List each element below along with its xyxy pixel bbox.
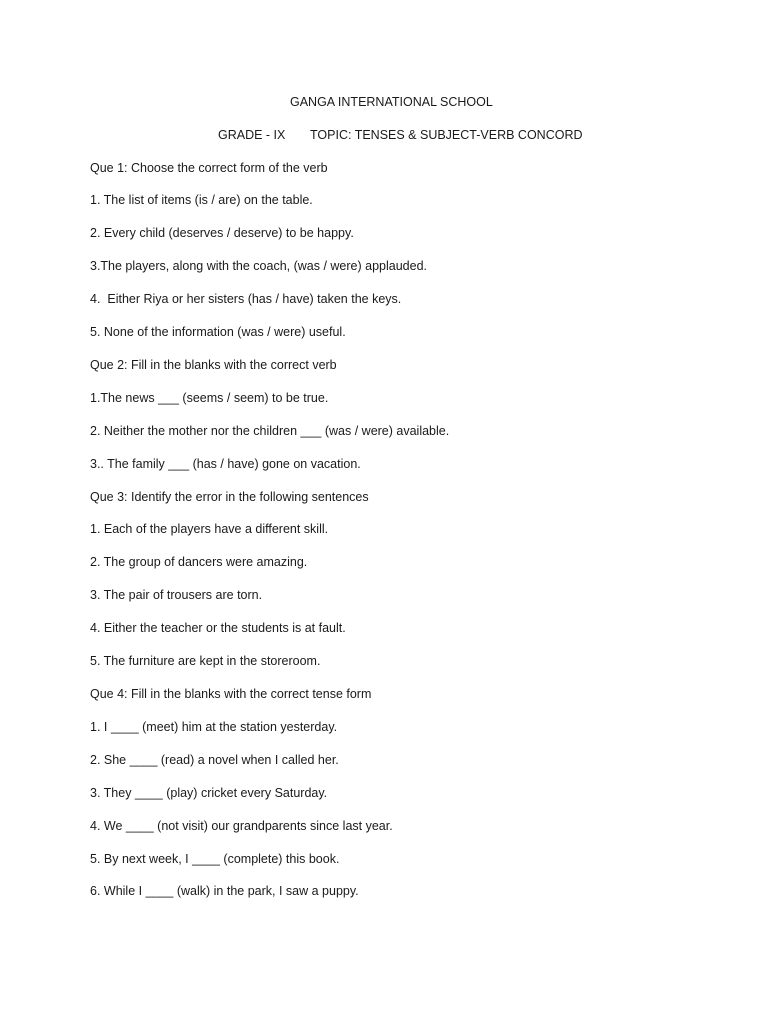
q1-item-2: 2. Every child (deserves / deserve) to be happy.	[90, 226, 354, 240]
q1-item-3: 3.The players, along with the coach, (was / were) applauded.	[90, 259, 427, 273]
q1-item-4: 4. Either Riya or her sisters (has / have) taken the keys.	[90, 292, 402, 306]
q2-item-3: 3.. The family ___ (has / have) gone on vacation.	[90, 457, 361, 471]
q4-item-6: 6. While I ____ (walk) in the park, I saw a puppy.	[90, 884, 359, 898]
q3-item-4: 4. Either the teacher or the students is at fault.	[90, 621, 346, 635]
q4-item-3: 3. They ____ (play) cricket every Saturday.	[90, 786, 328, 800]
q3-item-5: 5. The furniture are kept in the storeroom.	[90, 654, 321, 668]
grade-label: GRADE - IX	[218, 128, 286, 142]
school-name: GANGA INTERNATIONAL SCHOOL	[290, 95, 493, 109]
q3-item-2: 2. The group of dancers were amazing.	[90, 555, 308, 569]
q3-item-3: 3. The pair of trousers are torn.	[90, 588, 263, 602]
q4-item-1: 1. I ____ (meet) him at the station yesterday.	[90, 720, 338, 734]
question-1-title: Que 1: Choose the correct form of the verb	[90, 161, 328, 175]
q4-item-2: 2. She ____ (read) a novel when I called her.	[90, 753, 339, 767]
question-3-title: Que 3: Identify the error in the following sentences	[90, 490, 369, 504]
q2-item-2: 2. Neither the mother nor the children ___ (was / were) available.	[90, 424, 450, 438]
q1-item-1: 1. The list of items (is / are) on the table.	[90, 193, 313, 207]
q1-item-5: 5. None of the information (was / were) useful.	[90, 325, 346, 339]
q4-item-4: 4. We ____ (not visit) our grandparents since last year.	[90, 819, 393, 833]
question-4-title: Que 4: Fill in the blanks with the correct tense form	[90, 687, 372, 701]
q2-item-1: 1.The news ___ (seems / seem) to be true.	[90, 391, 329, 405]
topic-label: TOPIC: TENSES & SUBJECT-VERB CONCORD	[310, 128, 583, 142]
question-2-title: Que 2: Fill in the blanks with the correct verb	[90, 358, 337, 372]
q3-item-1: 1. Each of the players have a different skill.	[90, 522, 329, 536]
q4-item-5: 5. By next week, I ____ (complete) this book.	[90, 852, 340, 866]
